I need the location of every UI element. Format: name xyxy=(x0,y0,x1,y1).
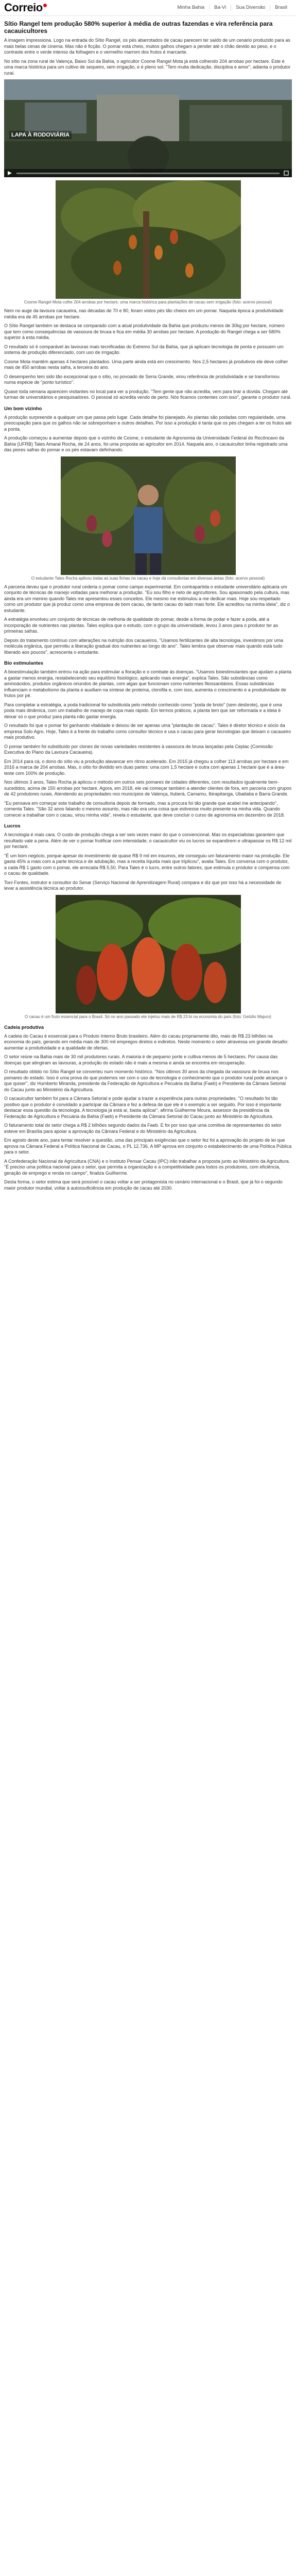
paragraph: O cacauicultor também foi para a Câmara Setorial e pode ajudar a trazer a experiência para outras propriedades. "O resultado foi tão positivo que o produtor é convidado a participar da Câmara e fez a defesa de que ele é o exemplo a ser seguido. Por isso é importante destacar essa questão da tecnologia. A tecnologia já está aí, basta aplicar", afirma Guilherme Moura, assessor da presidência da Federação de Agricultura e Pecuária da Bahia (Faeb) e Presidente da Câmara Setorial do Cacau junto ao Ministério de Agricultura. xyxy=(4,1096,282,1119)
section-subheading: Um bom vizinho xyxy=(4,405,42,412)
section-subheading: Cadeia produtiva xyxy=(4,1024,44,1030)
paragraph: O resultado foi que o pomar foi ganhando vitalidade e deixou de ser apenas uma "plantação de cacau". Tales é diretor técnico e sócio da empresa Solo Agro. Hoje, Tales é a frente do trabalho como consultor técnico e usa o cacau para gerar tecnologias que deixam o cacaueiro mais produtivo. xyxy=(4,723,291,740)
section-subheading: Lucros xyxy=(4,823,21,829)
nav-minha-bahia[interactable]: Minha Bahia xyxy=(177,5,205,10)
nav-sua-diversao[interactable]: Sua Diversão xyxy=(231,5,270,11)
paragraph: O pomar também foi substituído por clones de novas variedades resistentes à vassoura de bruxa lançadas pela Ceplac (Comissão Executiva do Plano da Lavoura Cacaueira). xyxy=(4,743,273,755)
paragraph: Nem no auge da lavoura cacaueira, nas décadas de 70 e 80, foram vistos pés tão cheios em um pomar. Naquela época a produtividade média era de 45 arrobas por hectare. xyxy=(4,308,284,319)
paragraph: "Eu pensava em começar este trabalho de consultoria depois de formado, mas a procura foi tão grande que acabei me antecipando", comenta Tales. "São 32 anos falando o mesmo assunto, mas não era uma coisa que estivesse muito presente na minha vida. Quando comecei a trabalhar com o cacau, virou minha vida", revela o estudante, que deve concluir o curso de agronomia em dezembro de 2018. xyxy=(4,800,285,818)
article-title: Sítio Rangel tem produção 580% superior à média de outras fazendas e vira referência para cacauicultores xyxy=(4,20,273,35)
paragraph: Desta forma, o setor estima que será possível o cacau voltar a ser protagonista no cenário internacional e o Brasil, que já foi o segundo maior produtor mundial, voltar à autossuficiência em produção de cacau até 2030. xyxy=(4,1179,283,1191)
paragraph: O Sítio Rangel também se destaca se comparado com a atual produtividade da Bahia que produziu menos de 30kg por hectare, número que tem como consequências de vassoura de bruxa e fica em média 30 arrobas por hectare. A produção do Rangel chega a ser 580% superior à esta média. xyxy=(4,323,285,340)
embedded-video[interactable] xyxy=(4,79,292,177)
paragraph: O setor reúne na Bahia mais de 30 mil produtores rurais. A maioria é de pequeno porte e cultiva menos de 5 hectares. Por causa das doenças que atingiram as lavouras, a produção do estado não é mais a mesma e ainda se encontra em recuperação. xyxy=(4,1054,278,1065)
photo-caption: Cosme Rangel Mota colhe 204 arrobas por hectare, uma marca histórica para plantações de cacau sem irrigação (foto: acervo pessoal) xyxy=(24,300,272,304)
paragraph: "É um bom negócio, porque apesar do investimento de quase R$ 9 mil em insumos, ele conseguiu um faturamento maior na produção. Ele gasta 45% a mais com a parte técnica e de adubação, mas a receita líquida mais que triplicou", avalia Tales. Em conversa com o produtor, a cada R$ 1 gasto com o pomar, ele arrecada R$ 5,50. Para Tales é o lucro, entre outros fatores, que estimula o produtor e compensa com o cacau de qualidade. xyxy=(4,853,290,876)
paragraph: Quase toda semana aparecem visitantes no local para ver a produção. "Tem gente que não acredita, vem para tirar a dúvida. Chegam até turmas de universitários e pesquisadores. O pessoal só acredita vendo de perto. Nós ficamos contentes com isso", garante o produtor rural. xyxy=(4,388,291,400)
article-photo-cacau-pods xyxy=(56,895,241,1013)
paragraph: No sítio na zona rural de Valença, Baixo Sul da Bahia, o agricultor Cosme Rangel Mota já está colhendo 204 arrobas por hectare. Este é uma marca histórica para um cultivo de sequeiro, sem irrigação, e é pleno sol. "Tem muita dedicação, disciplina e amor", adianta o produtor rural. xyxy=(4,58,291,76)
site-logo[interactable] xyxy=(4,1,47,14)
main-nav xyxy=(172,5,292,11)
paragraph: A parceria deveu que o produtor rural cederia o pomar como campo experimental. Em contrapartida o estudante universitário aplicaria um conjunto de técnicas de manejo voltadas para melhorar a produção. "Eu sou filho e neto de agricultores. Sou apaixonado pela cultura, mas ainda era um menino quando Tales me apresentou esses conceitos. Ele mesmo me estimulou a me dedicar mais. Hoje sou respeitado como um produtor que já produz como uma empresa de bom cacau, de tanto cacau do lado mais forte. Ele acreditou na minha ideia", diz o estudante. xyxy=(4,584,290,613)
nav-ba-vi[interactable]: Ba-Vi xyxy=(209,5,231,11)
paragraph: A produção começou a aumentar depois que o vizinho de Cosme, o estudante de Agronomia da Universidade Federal do Recôncavo da Bahia (UFRB) Tales Amaral Rocha, de 24 anos, foi uma proposta ao agricultor em 2014. Naquela ano, o cacauicultor tinha registrado uma das piores safras do pomar e os pés estavam definhando. xyxy=(4,435,288,452)
paragraph: Depois do tratamento contínuo com alterações na nutrição dos cacaueiros, "Usamos fertilizantes de alta tecnologia, investimos por uma molécula orgânica, que permitiu a liberação gradual dos nutrientes ao longo do ano". Tales lembra que observar mais quando está tudo liberado aos poucos", acrescenta o estudante. xyxy=(4,637,283,655)
paragraph: Toni Fontes, instrutor e consultor do Senar (Serviço Nacional de Aprendizagem Rural) compara e diz que por isso há a necessidade de levar a assistência técnica ao produtor. xyxy=(4,879,282,891)
photo-caption: O estudante Tales Rocha aplicou todas as suas fichas no cacau e hoje dá consultorias em diversas áreas (foto: acervo pessoal) xyxy=(31,575,265,581)
fullscreen-icon[interactable] xyxy=(284,171,289,176)
paragraph: A imagem impressiona. Logo na entrada do Sítio Rangel, os pés abarrotados de cacau parecem ter saído de um cenário produzido para as mais belas cenas de cinema. Mas não é ficção. O pomar está cheio, muitos galhos chegam a pender até o chão devido ao peso, e o contraste entre o verde intenso da folhagem e o vermelho marrom dos frutos é marcante. xyxy=(4,38,290,55)
paragraph: Cosme Mota mantém apenas 4 hectares plantados. Uma parte ainda está em crescimento. Nos 2,5 hectares já produtivos ele deve colher mais de 450 arrobas nesta safra, a terceira do ano. xyxy=(4,359,288,370)
paragraph: A tecnologia é mais cara. O custo de produção chega a ser seis vezes maior do que o convencional. Mas os especialistas garantem que resultado vale a pena. Além de ver o pomar frutificar com intensidade, o cacauicultor viu os lucros se expandirem e ultrapassar os R$ 12 mil por hectare. xyxy=(4,832,292,849)
nav-brasil[interactable]: Brasil xyxy=(270,5,292,11)
video-thumbnail xyxy=(4,79,292,177)
paragraph: O faturamento total do setor chega a R$ 2 bilhões segundo dados da Faeb. E foi por isso que uma comitiva de representantes do setor esteve em Brasília para apoiar a aprovação da Câmara Federal e do Ministério da Agricultura. xyxy=(4,1123,282,1134)
paragraph: O resultado obtido no Sítio Rangel se converteu num momento histórico. "Nos últimos 30 anos da chegada da vassoura de bruxa nos pomares do estado. Isso é uma prova do que podemos ver com o uso de tecnologia e conhecimento que o produtor rural pode alcançar o que quiser", diz Humberto Miranda, presidente da Federação de Agricultura e Pecuária da Bahia (Faeb) e Presidente da Câmara Setorial do Cacau junto ao Ministério da Agricultura. xyxy=(4,1069,287,1092)
article-body xyxy=(0,20,296,1191)
paragraph: Em 2014 para cá, o dono do sítio viu a produção alavancar em ritmo acelerado. Em 2015 já chegou a colher 113 arrobas por hectare e em 2016 a marca de 204 arrobas. Mas, o sítio foi dividido em duas partes: uma com 1,5 hectare e outra com apenas 1 hectare que é a área-teste com 100% de produção. xyxy=(4,758,289,776)
paragraph: A produção surpreende a qualquer um que passa pelo lugar. Cada detalhe foi planejado. As plantas são podadas com regularidade, uma preocupação para que os galhos não se sobreponham e outros detalhes. Por isso a produção é tanta que os pés chegam a ter os frutos até a ponta. xyxy=(4,414,292,432)
play-icon[interactable] xyxy=(7,171,12,176)
photo-caption: O cacau é um fruto essencial para o Brasil. Só no ano passado ele injetou mais de R$ 23 bi na economia do país (foto: Getúlio Majuro) xyxy=(25,1014,271,1019)
paragraph: A estratégia envolveu um conjunto de técnicas de melhoria de qualidade do pomar, desde a forma de podar e fazer a poda, até a incorporação de nutrientes nas plantas. Tales explica que o estudo, com o grupo da universidade, levou 3 anos para o produtor ter as primeiras safras. xyxy=(4,617,278,634)
site-header xyxy=(0,0,296,16)
section-subheading: Bio estimulantes xyxy=(4,660,44,666)
logo-text: Correio xyxy=(4,1,43,14)
video-controls xyxy=(4,169,292,177)
article-photo-student xyxy=(61,456,236,575)
paragraph: Para completar a estratégia, a poda tradicional foi substituída pelo método conhecido como "poda de broto" (sem desbrote), que é uma poda mais dinâmica, com um trabalho de manejo de copa mais rápido. Em termos práticos, a planta tem que ser reformada e a ideia é deixar só o que produz para planta não gastar energia. xyxy=(4,702,282,719)
paragraph: Nos últimos 3 anos, Tales Rocha já aplicou o método em outros seis pomares de cidades diferentes, com resultados igualmente bem-sucedidos, acima de 150 arrobas por hectare. Agora, em 2018, ele vai começar também a atender clientes de fora, em parceria com grupos de 42 produtores rurais. Atendendo as propriedades nos municípios de Valença, Ituberá, Camamu, Ibirapitanga, Ubaitaba e Barra Grande. xyxy=(4,779,292,796)
paragraph: O resultado só é comparável às lavouras mais tecnificadas do Extremo Sul da Bahia, que já aplicam tecnologia de ponta e possuem um sistema de produção diferenciado, com uso de irrigação. xyxy=(4,344,284,355)
paragraph: Em agosto deste ano, para tentar resolver a questão, uma das principais exigências que o setor fez foi a aprovação do projeto de lei que aprova na Câmara Federal a Política Nacional de Cacau, o PL 12.736. A MP aprova em conjunto o estabelecimento de uma Política Pública para o setor. xyxy=(4,1138,292,1155)
video-progress-bar[interactable] xyxy=(16,173,280,174)
paragraph: A cadeia do Cacau é essencial para o Produto Interno Bruto brasileiro. Além do cacau propriamente dito, mais de R$ 23 bilhões na economia do país, gerando em média mais de 300 mil empregos diretos e indiretos. Neste momento o setor atravessa um grande desafio: aumentar a produtividade e a qualidade de ofertas. xyxy=(4,1033,289,1050)
logo-dot xyxy=(43,4,47,7)
article-photo-cacau-tree xyxy=(56,180,241,299)
paragraph: O desempenho tem sido tão excepcional que o sítio, no povoado de Serra Grande, virou referência de produtividade e se transformou numa espécie de "ponto turístico". xyxy=(4,374,280,385)
paragraph: A Confederação Nacional de Agricultura (CNA) e o Instituto Pensar Cacau (IPC) irão trabalhar a proposta junto ao Ministério da Agricultura. "É preciso uma política nacional para o setor, que permita a organização e a competitividade para todos os produtores, com eficiência, geração de emprego e renda no campo", finaliza Guilherme. xyxy=(4,1158,290,1176)
paragraph: A bioestimulação também entrou na ação para estimular a floração e o combate às doenças. "Usamos bioestimulantes que ajudam a planta a gastar menos energia, restabelecendo seu equilíbrio fisiológico, aplicando mais energia", explica Tales. São substâncias como aminoácidos, produtos orgânicos oriundos de plantas, com algas que funcionam como nutrientes fitossanitários. Essas substâncias influenciam o metabolismo da planta e auxiliam na síntese de proteína, clorofila e, com isso, aumenta o crescimento e a produtividade de frutos por pé. xyxy=(4,669,292,698)
video-title: LAPA À RODOVIÁRIA xyxy=(9,131,72,139)
